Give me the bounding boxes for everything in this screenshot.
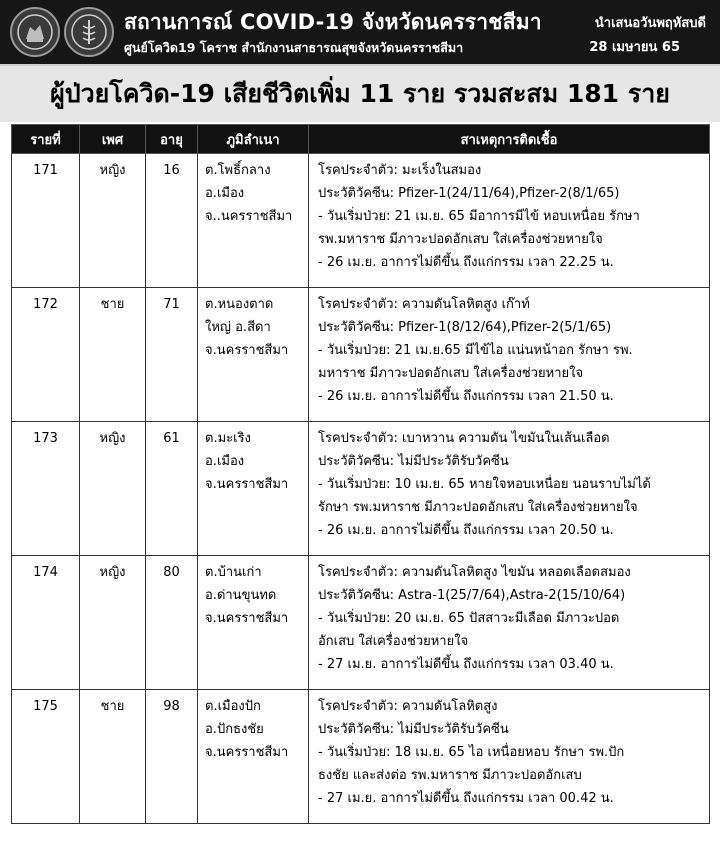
address-line: ต.บ้านเก่า <box>205 565 262 580</box>
cause-details <box>309 690 710 824</box>
detail-line: มหาราช มีภาวะปอดอักเสบ ใส่เครื่องช่วยหายใจ <box>318 366 584 381</box>
detail-line: ธงชัย และส่งต่อ รพ.มหาราช มีภาวะปอดอักเสบ <box>318 768 582 783</box>
provincial-seal-icon <box>10 7 60 57</box>
address-line: อ.ปักธงชัย <box>205 722 264 737</box>
case-no: 175 <box>12 690 80 824</box>
address <box>198 154 309 288</box>
sex: หญิง <box>80 154 146 288</box>
address-line: ใหญ่ อ.สีดา <box>205 320 271 335</box>
address <box>198 422 309 556</box>
address-line: อ.เมือง <box>205 454 245 469</box>
deaths-table <box>11 124 710 824</box>
address-line: อ.เมือง <box>205 186 245 201</box>
col-header-age: อายุ <box>146 125 198 154</box>
address-line: ต.หนองตาด <box>205 297 274 312</box>
col-header-address: ภูมิลำเนา <box>198 125 309 154</box>
address-line: จ.นครราชสีมา <box>205 477 289 492</box>
detail-line: โรคประจำตัว: ความดันโลหิตสูง <box>318 699 498 714</box>
table-row <box>12 690 710 824</box>
address-line: ต.มะเริง <box>205 431 251 446</box>
age: 16 <box>146 154 198 288</box>
health-office-emblem-icon <box>64 7 114 57</box>
detail-line: รักษา รพ.มหาราช มีภาวะปอดอักเสบ ใส่เครื่องช่วยหายใจ <box>318 500 638 515</box>
detail-line: ประวัติวัคซีน: Astra-1(25/7/64),Astra-2(15/10/64) <box>318 588 626 603</box>
detail-line: โรคประจำตัว: ความดันโลหิตสูง ไขมัน หลอดเลือดสมอง <box>318 565 631 580</box>
cause-details <box>309 154 710 288</box>
detail-line: - 26 เม.ย. อาการไม่ดีขึ้น ถึงแก่กรรม เวลา 20.50 น. <box>318 523 614 538</box>
detail-line: อักเสบ ใส่เครื่องช่วยหายใจ <box>318 634 469 649</box>
detail-line: - วันเริ่มป่วย: 10 เม.ย. 65 หายใจหอบเหนื่อย นอนราบไม่ได้ <box>318 477 651 492</box>
address-line: จ..นครราชสีมา <box>205 209 293 224</box>
detail-line: ประวัติวัคซีน: Pfizer-1(24/11/64),Pfizer-2(8/1/65) <box>318 186 620 201</box>
cause-details <box>309 288 710 422</box>
case-no: 172 <box>12 288 80 422</box>
detail-line: - วันเริ่มป่วย: 18 เม.ย. 65 ไอ เหนื่อยหอบ รักษา รพ.ปัก <box>318 745 625 760</box>
address <box>198 288 309 422</box>
col-header-case-no: รายที่ <box>12 125 80 154</box>
table-row <box>12 154 710 288</box>
detail-line: โรคประจำตัว: เบาหวาน ความดัน ไขมันในเส้นเลือด <box>318 431 610 446</box>
address-line: ต.โพธิ์กลาง <box>205 163 271 178</box>
header-title: สถานการณ์ COVID-19 จังหวัดนครราชสีมา <box>124 10 542 34</box>
detail-line: - 27 เม.ย. อาการไม่ดีขึ้น ถึงแก่กรรม เวลา 00.42 น. <box>318 791 614 806</box>
detail-line: - 26 เม.ย. อาการไม่ดีขึ้น ถึงแก่กรรม เวลา 22.25 น. <box>318 255 614 270</box>
sex: หญิง <box>80 556 146 690</box>
deaths-summary-banner: ผู้ป่วยโควิด-19 เสียชีวิตเพิ่ม 11 ราย รวมสะสม 181 ราย <box>0 64 720 122</box>
detail-line: - 27 เม.ย. อาการไม่ดีขึ้น ถึงแก่กรรม เวลา 03.40 น. <box>318 657 614 672</box>
address-line: ต.เมืองปัก <box>205 699 261 714</box>
detail-line: - วันเริ่มป่วย: 21 เม.ย.65 มีไข้ไอ แน่นหน้าอก รักษา รพ. <box>318 343 633 358</box>
detail-line: ประวัติวัคซีน: ไม่มีประวัติรับวัคซีน <box>318 722 509 737</box>
cause-details <box>309 422 710 556</box>
case-no: 173 <box>12 422 80 556</box>
address <box>198 690 309 824</box>
detail-line: รพ.มหาราช มีภาวะปอดอักเสบ ใส่เครื่องช่วยหายใจ <box>318 232 603 247</box>
age: 61 <box>146 422 198 556</box>
address-line: จ.นครราชสีมา <box>205 611 289 626</box>
cause-details <box>309 556 710 690</box>
case-no: 174 <box>12 556 80 690</box>
sex: ชาย <box>80 288 146 422</box>
detail-line: - 26 เม.ย. อาการไม่ดีขึ้น ถึงแก่กรรม เวลา 21.50 น. <box>318 389 614 404</box>
address <box>198 556 309 690</box>
detail-line: ประวัติวัคซีน: ไม่มีประวัติรับวัคซีน <box>318 454 509 469</box>
header-subtitle: ศูนย์โควิด19 โคราช สำนักงานสาธารณสุขจังหวัดนครราชสีมา <box>124 40 464 55</box>
table-row <box>12 556 710 690</box>
address-line: จ.นครราชสีมา <box>205 745 289 760</box>
presented-label: นำเสนอวันพฤหัสบดี <box>594 16 706 31</box>
detail-line: ประวัติวัคซีน: Pfizer-1(8/12/64),Pfizer-2(5/1/65) <box>318 320 612 335</box>
detail-line: - วันเริ่มป่วย: 21 เม.ย. 65 มีอาการมีไข้ หอบเหนื่อย รักษา <box>318 209 640 224</box>
case-no: 171 <box>12 154 80 288</box>
sex: หญิง <box>80 422 146 556</box>
col-header-cause: สาเหตุการติดเชื้อ <box>309 125 710 154</box>
sex: ชาย <box>80 690 146 824</box>
age: 98 <box>146 690 198 824</box>
report-date: 28 เมษายน 65 <box>589 40 680 55</box>
table-header-row <box>12 125 710 154</box>
col-header-sex: เพศ <box>80 125 146 154</box>
table-row <box>12 422 710 556</box>
detail-line: - วันเริ่มป่วย: 20 เม.ย. 65 ปัสสาวะมีเลือด มีภาวะปอด <box>318 611 620 626</box>
address-line: จ.นครราชสีมา <box>205 343 289 358</box>
address-line: อ.ด่านขุนทด <box>205 588 277 603</box>
header-bar <box>0 0 720 64</box>
table-row <box>12 288 710 422</box>
detail-line: โรคประจำตัว: มะเร็งในสมอง <box>318 163 482 178</box>
detail-line: โรคประจำตัว: ความดันโลหิตสูง เก๊าท์ <box>318 297 530 312</box>
age: 71 <box>146 288 198 422</box>
age: 80 <box>146 556 198 690</box>
